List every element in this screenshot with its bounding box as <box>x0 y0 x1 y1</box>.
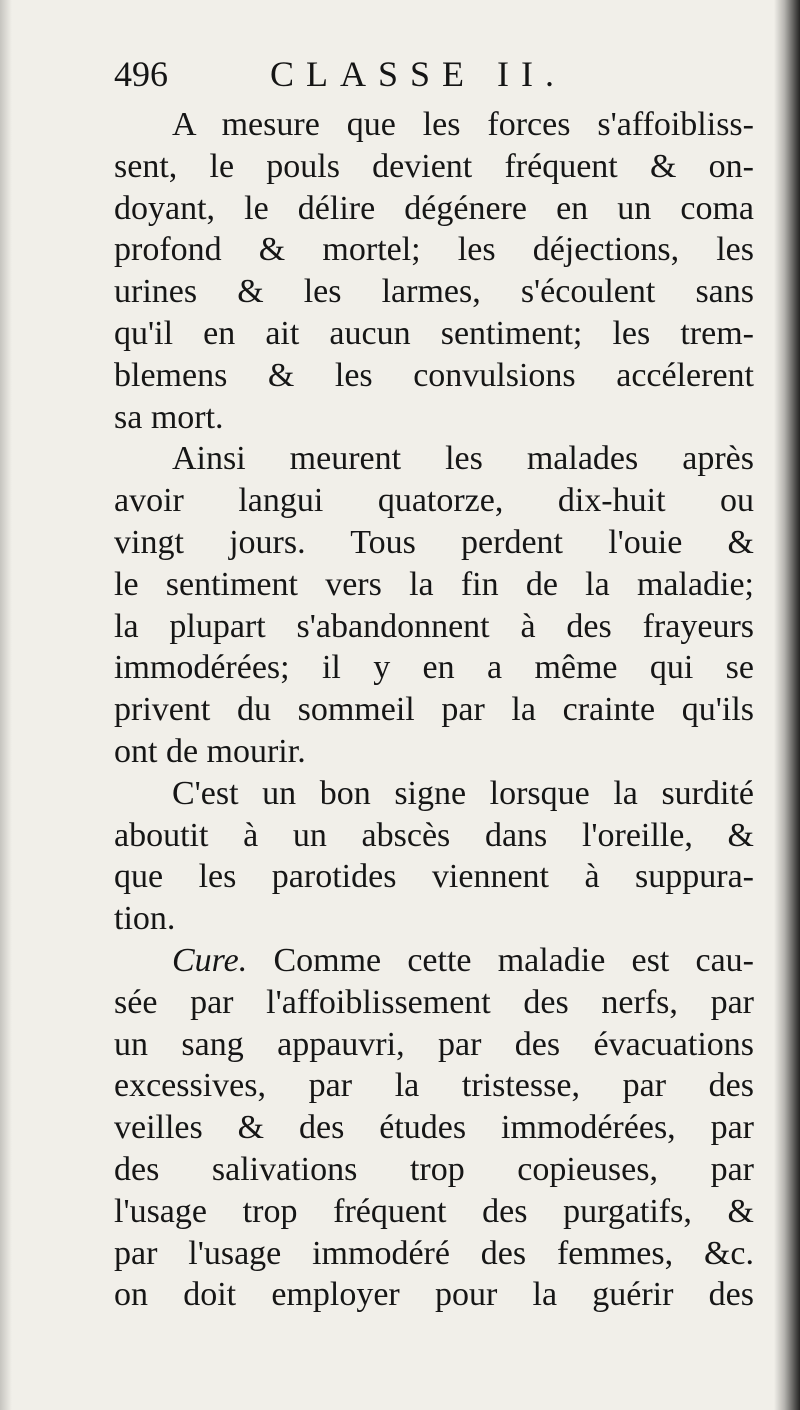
text-line: doyant, le délire dégénere en un coma <box>114 189 754 227</box>
text-line: tion. <box>114 900 176 938</box>
text-line: excessives, par la tristesse, par des <box>114 1067 754 1105</box>
text-fragment: Comme cette maladie est cau- <box>247 941 754 979</box>
text-line: on doit employer pour la guérir des <box>114 1276 754 1314</box>
binding-gutter-shadow <box>774 0 800 1410</box>
text-line: sent, le pouls devient fréquent & on- <box>114 147 754 185</box>
text-line: par l'usage immodéré des femmes, &c. <box>114 1234 754 1272</box>
paragraph <box>114 940 754 1316</box>
paragraph <box>114 438 754 772</box>
text-line: qu'il en ait aucun sentiment; les trem- <box>114 314 754 352</box>
text-line <box>114 940 754 982</box>
text-line: vingt jours. Tous perdent l'ouie & <box>114 523 754 561</box>
text-line: ont de mourir. <box>114 732 306 770</box>
running-head: CLASSE II. <box>270 54 567 94</box>
page-left-edge-shadow <box>0 0 12 1410</box>
text-line: blemens & les convulsions accélerent <box>114 356 754 394</box>
text-line: sée par l'affoiblissement des nerfs, par <box>114 983 754 1021</box>
text-line: sa mort. <box>114 398 224 436</box>
text-line: Ainsi meurent les malades après <box>172 440 754 478</box>
text-line: aboutit à un abscès dans l'oreille, & <box>114 816 754 854</box>
text-line: A mesure que les forces s'affoibliss- <box>172 106 754 143</box>
page-header <box>114 50 754 100</box>
text-line: avoir langui quatorze, dix-huit ou <box>114 482 754 520</box>
text-line: veilles & des études immodérées, par <box>114 1109 754 1147</box>
body-text <box>114 104 754 1316</box>
text-line: immodérées; il y en a même qui se <box>114 649 754 687</box>
paragraph <box>114 773 754 940</box>
text-line: C'est un bon signe lorsque la surdité <box>172 774 754 812</box>
page-number: 496 <box>114 54 168 94</box>
text-line: profond & mortel; les déjections, les <box>114 231 754 269</box>
text-line: privent du sommeil par la crainte qu'ils <box>114 691 754 729</box>
text-line: des salivations trop copieuses, par <box>114 1150 754 1188</box>
text-line: le sentiment vers la fin de la maladie; <box>114 565 754 603</box>
cure-heading: Cure. <box>172 941 248 979</box>
text-line: la plupart s'abandonnent à des frayeurs <box>114 607 754 645</box>
text-line: que les parotides viennent à suppura- <box>114 858 754 896</box>
text-line: un sang appauvri, par des évacuations <box>114 1025 754 1063</box>
paragraph <box>114 104 754 438</box>
text-line: urines & les larmes, s'écoulent sans <box>114 273 754 311</box>
text-line: l'usage trop fréquent des purgatifs, & <box>114 1192 754 1230</box>
